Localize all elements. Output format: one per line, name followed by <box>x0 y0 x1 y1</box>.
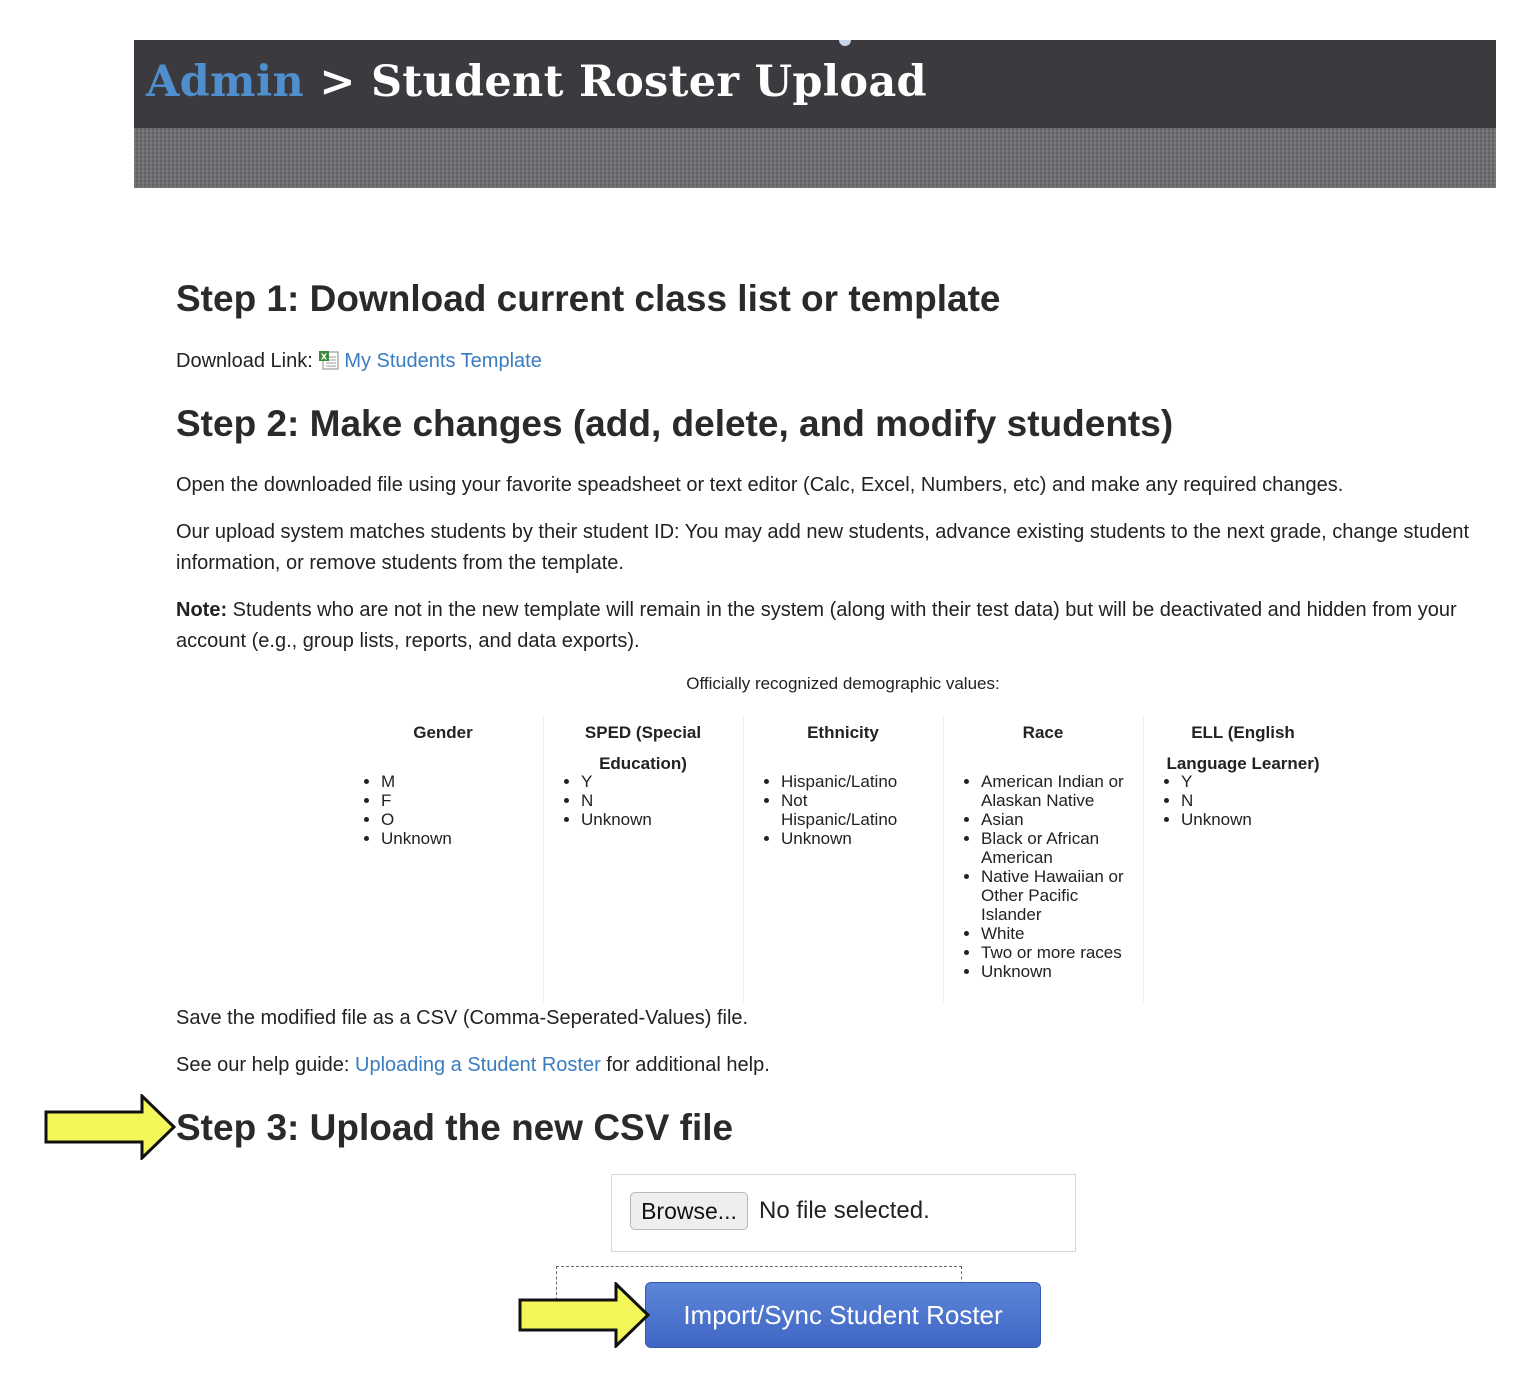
page-title <box>146 52 927 112</box>
save-instructions: Save the modified file as a CSV (Comma-Seperated-Values) file. <box>176 1007 749 1029</box>
step2-paragraph-2: Our upload system matches students by their student ID: You may add new students, advance existing students to the next grade, change student information, or remove students from the template. <box>176 521 1470 574</box>
demographics-caption: Officially recognized demographic values: <box>686 674 1000 693</box>
list-item: • Native Hawaiian or Other Pacific Islander <box>981 867 1139 924</box>
list-item: • Black or African American <box>981 829 1139 867</box>
browse-button[interactable]: Browse... <box>630 1192 748 1230</box>
list-item: • F <box>381 791 543 810</box>
spreadsheet-icon <box>318 349 340 371</box>
demographics-column-ethnicity <box>743 716 944 1002</box>
help-guide-link[interactable]: Uploading a Student Roster <box>355 1054 601 1076</box>
step1-heading: Step 1: Download current class list or template <box>176 278 1001 319</box>
column-header: Ethnicity <box>807 723 879 742</box>
list-item: • Y <box>1181 772 1343 791</box>
column-header: ELL (English Language Learner) <box>1166 723 1320 773</box>
download-label: Download Link: <box>176 350 313 372</box>
help-prefix: See our help guide: <box>176 1054 356 1076</box>
step2-heading: Step 2: Make changes (add, delete, and modify students) <box>176 403 1174 444</box>
help-suffix: for additional help. <box>600 1054 770 1076</box>
note-text: Students who are not in the new template will remain in the system (along with their test data) but will be deactivated and hidden from your account (e.g., group lists, reports, and data exports). <box>176 599 1457 652</box>
annotation-arrow-icon <box>44 1094 178 1160</box>
header-band <box>134 128 1496 188</box>
list-item: • Unknown <box>381 829 543 848</box>
step2-paragraph-1: Open the downloaded file using your favorite speadsheet or text editor (Calc, Excel, Numbers, etc) and make any required changes. <box>176 474 1344 496</box>
file-upload-field <box>611 1174 1076 1252</box>
file-status-text: No file selected. <box>759 1197 930 1224</box>
page-title-text: Student Roster Upload <box>370 57 927 107</box>
demographics-column-ell <box>1143 716 1343 1002</box>
demographics-column-gender <box>343 716 544 1002</box>
list-item: • M <box>381 772 543 791</box>
step2-note <box>176 595 1486 657</box>
note-label: Note: <box>176 599 228 621</box>
svg-text:X: X <box>321 352 328 362</box>
list-item: • Unknown <box>1181 810 1343 829</box>
import-sync-roster-button[interactable]: Import/Sync Student Roster <box>645 1282 1041 1348</box>
column-header: Race <box>1022 723 1064 742</box>
download-row <box>176 346 1486 377</box>
list-item: • White <box>981 924 1139 943</box>
download-template-link[interactable]: My Students Template <box>344 350 542 372</box>
list-item: • Hispanic/Latino <box>781 772 911 791</box>
list-item: • Two or more races <box>981 943 1139 962</box>
list-item: • Unknown <box>581 810 743 829</box>
breadcrumb-separator: > <box>319 57 356 107</box>
help-guide-text <box>176 1050 1486 1081</box>
demographics-column-sped <box>543 716 744 1002</box>
page-header <box>134 40 1496 188</box>
value-list <box>1143 772 1343 829</box>
value-list <box>343 772 543 848</box>
column-header: Gender <box>413 723 473 742</box>
value-list <box>743 772 911 848</box>
breadcrumb-admin-link[interactable]: Admin <box>146 57 305 107</box>
list-item: • Y <box>581 772 743 791</box>
column-header: SPED (Special Education) <box>584 723 702 773</box>
demographics-column-race <box>943 716 1144 1002</box>
list-item: • Asian <box>981 810 1139 829</box>
list-item: • O <box>381 810 543 829</box>
list-item: • Unknown <box>781 829 911 848</box>
list-item: • Not Hispanic/Latino <box>781 791 911 829</box>
list-item: • N <box>581 791 743 810</box>
header-indicator <box>839 40 851 46</box>
value-list <box>943 772 1139 981</box>
list-item: • American Indian or Alaskan Native <box>981 772 1139 810</box>
list-item: • Unknown <box>981 962 1139 981</box>
list-item: • N <box>1181 791 1343 810</box>
step3-heading: Step 3: Upload the new CSV file <box>176 1107 734 1148</box>
value-list <box>543 772 743 829</box>
annotation-arrow-icon <box>518 1282 652 1348</box>
